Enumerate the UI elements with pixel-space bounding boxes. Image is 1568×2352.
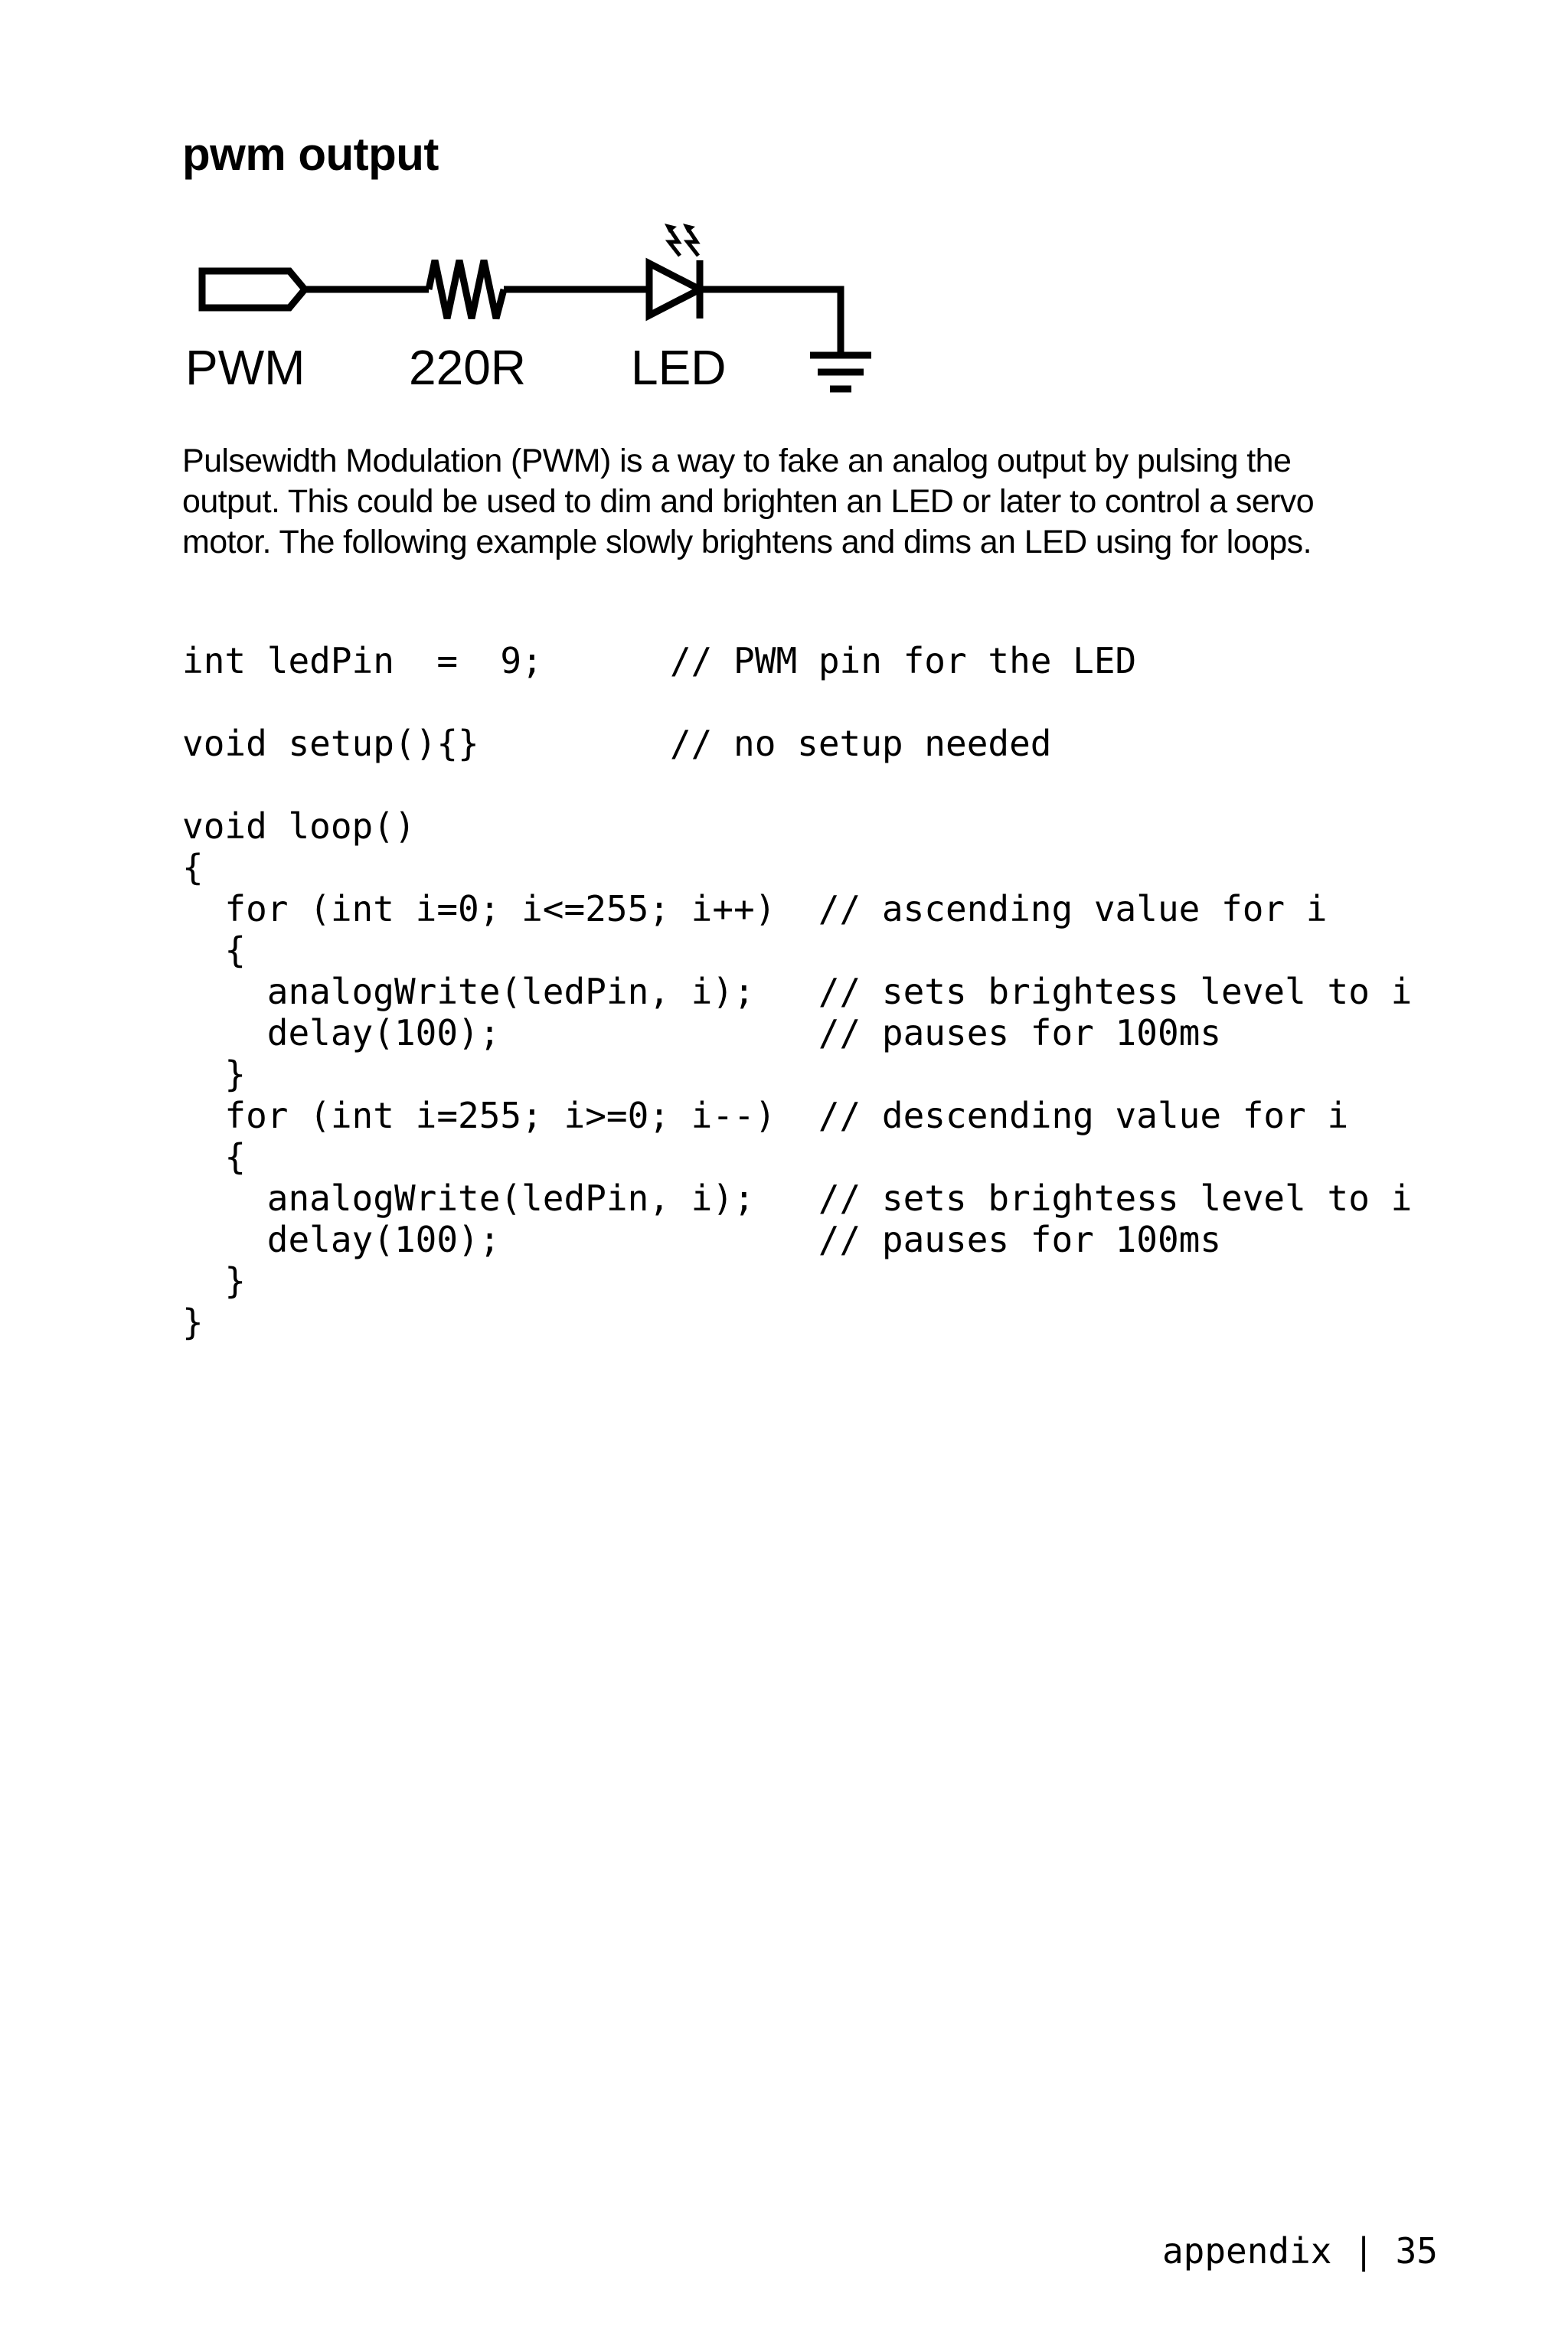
intro-paragraph bbox=[182, 441, 1560, 563]
intro-line: motor. The following example slowly brightens and dims an LED using for loops. bbox=[182, 524, 1312, 560]
pwm-connector-symbol bbox=[202, 271, 305, 308]
resistor-label: 220R bbox=[409, 340, 526, 395]
code-line: { bbox=[182, 847, 204, 888]
code-line: } bbox=[182, 1260, 247, 1302]
code-line: for (int i=255; i>=0; i--) // descending value for i bbox=[182, 1095, 1349, 1136]
ground-symbol-icon bbox=[810, 355, 871, 389]
code-line bbox=[182, 681, 1412, 723]
led-symbol bbox=[649, 263, 700, 315]
resistor-symbol bbox=[429, 260, 504, 318]
code-line: analogWrite(ledPin, i); // sets brightess level to i bbox=[182, 1178, 1413, 1219]
code-line: void loop() bbox=[182, 805, 416, 847]
code-line: } bbox=[182, 1054, 247, 1095]
code-line: { bbox=[182, 929, 247, 971]
code-line: analogWrite(ledPin, i); // sets brightess level to i bbox=[182, 971, 1413, 1012]
code-listing bbox=[182, 640, 1412, 1343]
footer-section: appendix bbox=[1161, 2230, 1332, 2272]
intro-line: output. This could be used to dim and brighten an LED or later to control a servo bbox=[182, 483, 1315, 520]
code-line: int ledPin = 9; // PWM pin for the LED bbox=[182, 640, 1137, 681]
code-line: for (int i=0; i<=255; i++) // ascending value for i bbox=[182, 888, 1328, 929]
pwm-label: PWM bbox=[185, 340, 305, 395]
code-line: void setup(){} // no setup needed bbox=[182, 723, 1052, 764]
footer-separator: | bbox=[1353, 2230, 1374, 2272]
code-line: delay(100); // pauses for 100ms bbox=[182, 1012, 1222, 1054]
intro-line: Pulsewidth Modulation (PWM) is a way to fake an analog output by pulsing the bbox=[182, 443, 1292, 479]
code-line bbox=[182, 764, 1412, 805]
page-number: 35 bbox=[1395, 2230, 1438, 2272]
led-label: LED bbox=[631, 340, 727, 395]
pwm-led-circuit-schematic bbox=[182, 214, 917, 413]
page-title: pwm output bbox=[182, 129, 439, 180]
code-line: { bbox=[182, 1136, 247, 1178]
page-footer bbox=[1162, 2230, 1438, 2272]
code-line: } bbox=[182, 1302, 204, 1343]
led-light-arrows-icon bbox=[669, 228, 698, 256]
code-line: delay(100); // pauses for 100ms bbox=[182, 1219, 1222, 1260]
